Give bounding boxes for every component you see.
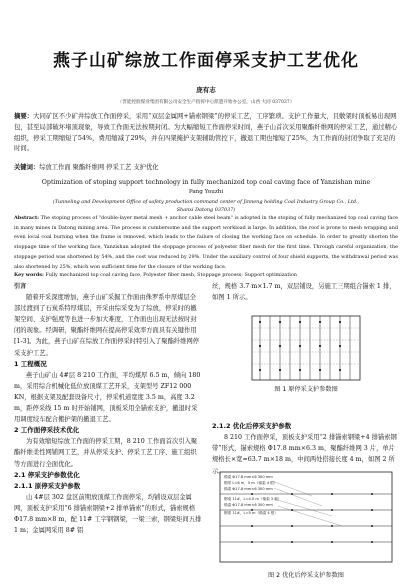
paragraph: 丝，规格 3.7 m×1.7 m，双层铺设，另施工三期组合锚索 1 排，如图 1 所示。 bbox=[212, 283, 396, 302]
en-abstract-label: Abstract: bbox=[14, 215, 40, 221]
cn-keywords-label: 关键词： bbox=[14, 164, 40, 171]
fig1-support-lines bbox=[260, 316, 350, 380]
en-author: Pang Youzhi bbox=[188, 189, 224, 195]
section-heading: 2 工作面停采技术优化 bbox=[14, 426, 80, 435]
en-affiliation: (Tunneling and Development Office of safety production command center of Jinneng holding Coal Industry Group Co., Ltd., Shanxi Datong 037037) bbox=[52, 199, 360, 213]
cn-abstract-text: 大同矿区不少矿井综放工作面停采，采用“双层金属网+锚索钢梁”的停采工艺，工序繁琐、支护工作量大，且敷架时顶板易出现网包，甚至局部破坏堵顶现象，导致工作面无法按期封闭。为大幅缩短工作面停采时间，燕子山首次采用聚酯纤维网的停采工艺，通过精心组织，停采工期缩短了54%，费用缩减了29%，并在四架掩护支架辅助管控下，撤退工期也缩短了25%，为工作面的封闭争取了充足的时间。 bbox=[14, 112, 398, 153]
figure-1 bbox=[212, 312, 400, 384]
paragraph: 燕子山矿山 4#层 8 210 工作面，平均煤厚 6.5 m，倾向 180 m，采用综合机械化低位放顶煤工艺开采，支架型号 ZF12 000 KN，根据支架及配套设备尺寸，停采机道宽度 3.5 m，高度 3.2 m，距停采线 15 m 时开始铺网，顶板采用全锚索支护，撤退时采用调度绞车配合搬护架的撤退工艺。 bbox=[14, 371, 201, 424]
fig1-frame bbox=[252, 316, 360, 380]
figure-2-caption: 图 2 优化后停采支护参数图 bbox=[268, 572, 344, 579]
figure-2 bbox=[212, 466, 400, 566]
fig2-label-e: 锚索 Φ17.8 mm×6 300 mm bbox=[224, 503, 273, 507]
cn-keywords bbox=[14, 162, 398, 171]
en-abstract-text: The stoping process of "double-layer metal mesh + anchor cable steel beam" is adopted in the stoping of fully mechanized top coal caving face in many mines in Datong mining area. The process is cumbersome and the support workload is large. In addition, the roof is prone to mesh wrapping and even local coal burning when the frame is removed, which leads to the failure of closing the working face on schedule. In order to greatly shorten the stoppage time of the working face, Yanzishan adopted the stoppage process of polyester fiber mesh for the first time. Through careful organization, the stoppage period was shortened by 54%, and the cost was reduced by 29%. Under the auxiliary control of four shield supports, the withdrawal period was also shortened by 25%, which won sufficient time for the closure of the working face. bbox=[14, 215, 398, 270]
en-keywords-label: Key words: bbox=[14, 272, 44, 278]
fig2-label-c: 锚索 Φ17.8 mm×6 300 mm bbox=[224, 487, 273, 491]
paragraph: 山 4#层 302 盘区前期放顶煤工作面停采，均铺设双层金属网，顶板支护采用“6 排锚索钢梁+2 排单锚索”的形式，锚索规格 Φ17.8 mm×8 m，配 11# 工字钢钢梁，一梁三索，钢梁矩间五排 1 m；金属网采用 8# 铝 bbox=[14, 493, 202, 535]
paper-title: 燕子山矿综放工作面停采支护工艺优化 bbox=[53, 51, 359, 71]
fig2-label-d: 钢梁 11#，L=4.0 m（锚索 3 根） bbox=[224, 497, 282, 501]
fig1-mesh bbox=[252, 328, 360, 364]
fig2-leaders bbox=[272, 481, 342, 526]
en-abstract bbox=[14, 214, 398, 272]
author: 庞有志 bbox=[196, 86, 216, 94]
en-keywords-text: Fully mechanized top coal caving face, Polyester fiber mesh, Stoppage process; Support optimization bbox=[45, 272, 297, 278]
fig2-label-a: 锚索 Φ17.8 mm×6 300 mm bbox=[224, 475, 273, 479]
cn-keywords-text: 综放工作面 聚酯纤维网 停采工艺 支护优化 bbox=[39, 164, 159, 171]
en-title: Optimization of stoping support technology in fully mechanized top coal caving face of Yanzishan mine bbox=[41, 179, 371, 186]
cn-abstract-label: 摘要： bbox=[14, 112, 34, 120]
paragraph: 8 210 工作面停采，顶板支护采用“2 排锚索钢梁+4 排锚索钢带”形式，锚索规格 Φ17.8 mm×6.3 m，聚酯纤维网 3 片，单片规格长×宽=63.7 m×18 m，中间两处搭接长度 4 m，如图 2 所示。 bbox=[212, 434, 397, 475]
fig2-label-b: 钢带 L=6 m，5 m（锚索 4 根） bbox=[224, 481, 278, 485]
left-column bbox=[14, 281, 202, 536]
cn-abstract bbox=[14, 111, 398, 154]
section-heading: 2.1.1 原停采支护参数 bbox=[14, 481, 81, 490]
fig2-label-f: 钢梁 11#，L=5 m（锚索 4 根） bbox=[224, 511, 278, 515]
section-heading: 引言 bbox=[14, 283, 27, 290]
figure-1-diagram bbox=[212, 312, 400, 384]
fig2-support-lines bbox=[220, 494, 392, 542]
affiliation: （晋能控股煤业集团有限公司安全生产指挥中心派遣开始办公室，山西 大同 037037） bbox=[117, 100, 295, 105]
en-keywords bbox=[14, 272, 398, 278]
section-heading: 2.1.2 优化后停采支护参数 bbox=[212, 422, 292, 431]
fig2-frame bbox=[220, 472, 392, 562]
section-heading: 1 工程概况 bbox=[14, 359, 47, 368]
section-heading: 2.1 停采支护参数优化 bbox=[14, 470, 80, 479]
figure-2-diagram bbox=[212, 466, 400, 566]
paragraph: 随着开采深度增加，燕子山矿采掘工作面由侏罗系中厚煤层全部过渡到了石炭系特厚煤层，开采由综采变为了综放，停采时的撤架空间、支护强度等也进一步加大难度，工作面也出现无法按时封闭的现象。经调研，聚酯纤维网在提高停采效率方面具有关键作用[1-3]。为此，燕子山矿在综放工作面停采时特引入了聚酯纤维网停采支护工艺。 bbox=[14, 294, 200, 357]
figure-1-caption: 图 1 原停采支护参数图 bbox=[274, 386, 338, 393]
paragraph: 为有效缩短综放工作面的停采工期，8 210 工作面首次引入聚酯纤维柔性网铺网工艺，并从停采支护、停采工艺工序、施工组织等方面进行全面优化。 bbox=[14, 438, 198, 468]
